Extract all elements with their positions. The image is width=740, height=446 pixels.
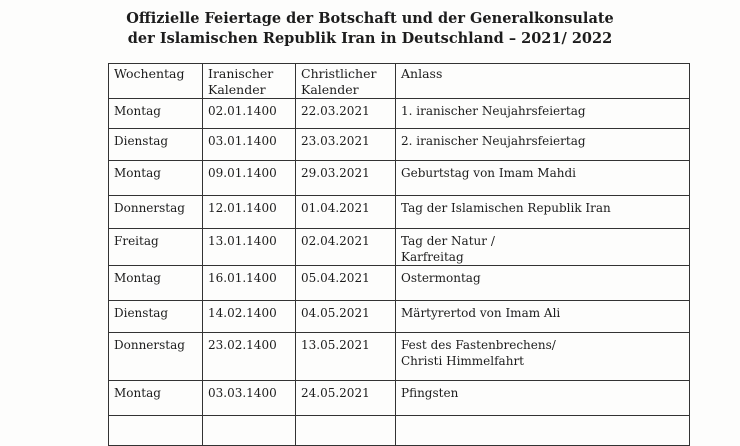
- table-row: [109, 129, 690, 161]
- cell-christian-date: 24.05.2021: [296, 381, 396, 416]
- cell-christian-date: 04.05.2021: [296, 301, 396, 333]
- cell-iranian-date: 13.01.1400: [203, 229, 296, 266]
- cell-weekday: Montag: [109, 266, 203, 301]
- cell-occasion: Tag der Islamischen Republik Iran: [396, 196, 690, 229]
- cell-weekday: Montag: [109, 381, 203, 416]
- cell-weekday: Donnerstag: [109, 196, 203, 229]
- title-line-2: der Islamischen Republik Iran in Deutschland – 2021/ 2022: [127, 30, 613, 47]
- cell-iranian-date: 03.03.1400: [203, 381, 296, 416]
- cell-christian-date: 05.04.2021: [296, 266, 396, 301]
- table-header-row: [109, 64, 690, 99]
- header-weekday: Wochentag: [109, 64, 203, 99]
- cell-christian-date: [296, 416, 396, 446]
- cell-occasion: 1. iranischer Neujahrsfeiertag: [396, 99, 690, 129]
- table-row: [109, 381, 690, 416]
- cell-iranian-date: 09.01.1400: [203, 161, 296, 196]
- cell-occasion: Pfingsten: [396, 381, 690, 416]
- document-title: [100, 9, 640, 49]
- cell-christian-date: 23.03.2021: [296, 129, 396, 161]
- table-row: [109, 266, 690, 301]
- cell-occasion: Märtyrertod von Imam Ali: [396, 301, 690, 333]
- cell-christian-date: 01.04.2021: [296, 196, 396, 229]
- cell-occasion: [396, 416, 690, 446]
- cell-occasion: Geburtstag von Imam Mahdi: [396, 161, 690, 196]
- header-christian-calendar: Christlicher Kalender: [296, 64, 396, 99]
- table-row: [109, 161, 690, 196]
- table-row: [109, 196, 690, 229]
- cell-weekday: Dienstag: [109, 301, 203, 333]
- header-iranian-calendar: Iranischer Kalender: [203, 64, 296, 99]
- cell-occasion: 2. iranischer Neujahrsfeiertag: [396, 129, 690, 161]
- cell-christian-date: 29.03.2021: [296, 161, 396, 196]
- table-row: [109, 229, 690, 266]
- cell-occasion: Tag der Natur / Karfreitag: [396, 229, 690, 266]
- cell-iranian-date: [203, 416, 296, 446]
- cell-iranian-date: 14.02.1400: [203, 301, 296, 333]
- cell-occasion: Fest des Fastenbrechens/ Christi Himmelfahrt: [396, 333, 690, 381]
- cell-weekday: Montag: [109, 99, 203, 129]
- cell-iranian-date: 16.01.1400: [203, 266, 296, 301]
- table-row: [109, 99, 690, 129]
- cell-iranian-date: 03.01.1400: [203, 129, 296, 161]
- cell-weekday: Freitag: [109, 229, 203, 266]
- cell-christian-date: 22.03.2021: [296, 99, 396, 129]
- cell-weekday: Donnerstag: [109, 333, 203, 381]
- cell-weekday: Dienstag: [109, 129, 203, 161]
- title-line-1: Offizielle Feiertage der Botschaft und der Generalkonsulate: [126, 10, 614, 27]
- cell-christian-date: 13.05.2021: [296, 333, 396, 381]
- table-row: [109, 416, 690, 446]
- cell-christian-date: 02.04.2021: [296, 229, 396, 266]
- table-row: [109, 333, 690, 381]
- cell-iranian-date: 12.01.1400: [203, 196, 296, 229]
- cell-iranian-date: 23.02.1400: [203, 333, 296, 381]
- holiday-table: [108, 63, 690, 446]
- cell-occasion: Ostermontag: [396, 266, 690, 301]
- cell-iranian-date: 02.01.1400: [203, 99, 296, 129]
- table-row: [109, 301, 690, 333]
- cell-weekday: Montag: [109, 161, 203, 196]
- header-occasion: Anlass: [396, 64, 690, 99]
- cell-weekday: [109, 416, 203, 446]
